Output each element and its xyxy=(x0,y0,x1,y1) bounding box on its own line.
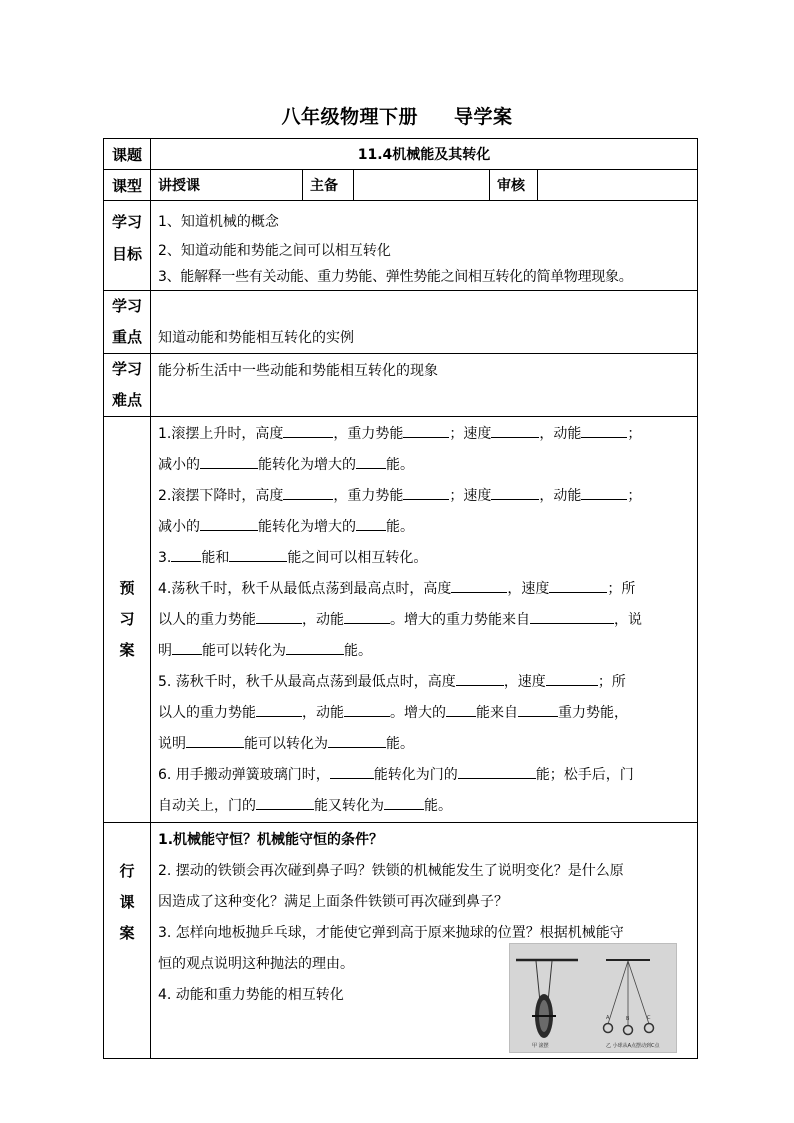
lesson-q1: 1.机械能守恒？机械能守恒的条件？ xyxy=(158,832,384,848)
point-label: A xyxy=(606,1015,610,1021)
row-key-points xyxy=(104,291,698,354)
preview-label: 预 习 案 xyxy=(104,417,151,823)
difficulties-text: 能分析生活中一些动能和势能相互转化的现象 xyxy=(151,354,698,417)
goal-item: 2、知道动能和势能之间可以相互转化 xyxy=(158,243,391,259)
preview-q6-line1: 6. 用手搬动弹簧玻璃门时， 能转化为门的 能；松手后，门 xyxy=(158,760,697,791)
goals-content xyxy=(151,201,698,291)
pendulum-illustration xyxy=(510,944,676,1052)
page-title xyxy=(0,102,794,129)
lesson-q2-line2: 因造成了这种变化？满足上面条件铁锁可再次碰到鼻子？ xyxy=(158,894,508,910)
topic-label: 课题 xyxy=(104,139,151,170)
preview-q2-line2: 减小的 能转化为增大的 能。 xyxy=(158,512,697,543)
preview-q1-line1: 1.滚摆上升时，高度 ，重力势能 ；速度 ，动能 ； xyxy=(158,419,697,450)
preview-q4-line3: 明 能可以转化为 能。 xyxy=(158,636,697,667)
review-value xyxy=(538,170,698,201)
preview-q5-line1: 5. 荡秋千时，秋千从最高点荡到最低点时，高度 ，速度 ；所 xyxy=(158,667,697,698)
goal-item: 1、知道机械的概念 xyxy=(158,214,279,230)
lesson-q4: 4. 动能和重力势能的相互转化 xyxy=(158,987,344,1003)
preview-q6-line2: 自动关上，门的 能又转化为 能。 xyxy=(158,791,697,822)
preview-q2-line1: 2.滚摆下降时，高度 ，重力势能 ；速度 ，动能 ； xyxy=(158,481,697,512)
figure-caption-left: 甲 滚摆 xyxy=(532,1043,549,1049)
point-label: B xyxy=(626,1016,630,1022)
difficulties-label: 学习 难点 xyxy=(104,354,151,417)
lesson-q2-line1: 2. 摆动的铁锁会再次碰到鼻子吗？铁锁的机械能发生了说明变化？是什么原 xyxy=(158,863,624,879)
type-value: 讲授课 xyxy=(151,170,303,201)
lesson-q3-line1: 3. 怎样向地板抛乒乓球，才能使它弹到高于原来抛球的位置？根据机械能守 xyxy=(158,925,624,941)
preview-q4-line1: 4.荡秋千时，秋千从最低点荡到最高点时，高度 ，速度 ；所 xyxy=(158,574,697,605)
row-preview xyxy=(104,417,698,823)
preview-q4-line2: 以人的重力势能 ，动能 。增大的重力势能来自 ，说 xyxy=(158,605,697,636)
preview-q5-line3: 说明 能可以转化为 能。 xyxy=(158,729,697,760)
point-label: C xyxy=(647,1015,651,1021)
host-label: 主备 xyxy=(303,170,354,201)
review-label: 审核 xyxy=(490,170,538,201)
preview-content xyxy=(151,417,698,823)
row-difficulties xyxy=(104,354,698,417)
preview-q5-line2: 以人的重力势能 ，动能 。增大的 能来自 重力势能， xyxy=(158,698,697,729)
study-guide-table xyxy=(103,138,698,1059)
pendulum-figure xyxy=(509,943,677,1053)
row-goals xyxy=(104,201,698,291)
goal-item: 3、能解释一些有关动能、重力势能、弹性势能之间相互转化的简单物理现象。 xyxy=(158,269,633,285)
row-type xyxy=(104,170,698,201)
row-topic xyxy=(104,139,698,170)
figure-caption-right: 乙 小球从A点摆动到C点 xyxy=(606,1043,660,1049)
page-title-left: 八年级物理下册 xyxy=(281,106,418,128)
key-points-label: 学习 重点 xyxy=(104,291,151,354)
type-label: 课型 xyxy=(104,170,151,201)
lesson-q3-line2: 恒的观点说明这种抛法的理由。 xyxy=(158,956,354,972)
preview-q3: 3. 能和 能之间可以相互转化。 xyxy=(158,543,697,574)
topic-value: 11.4机械能及其转化 xyxy=(151,139,698,170)
host-value xyxy=(354,170,490,201)
goals-label: 学习 目标 xyxy=(104,201,151,291)
lesson-label: 行 课 案 xyxy=(104,823,151,1059)
preview-q1-line2: 减小的 能转化为增大的 能。 xyxy=(158,450,697,481)
page-title-right: 导学案 xyxy=(454,106,513,128)
key-points-text: 知道动能和势能相互转化的实例 xyxy=(151,291,698,354)
